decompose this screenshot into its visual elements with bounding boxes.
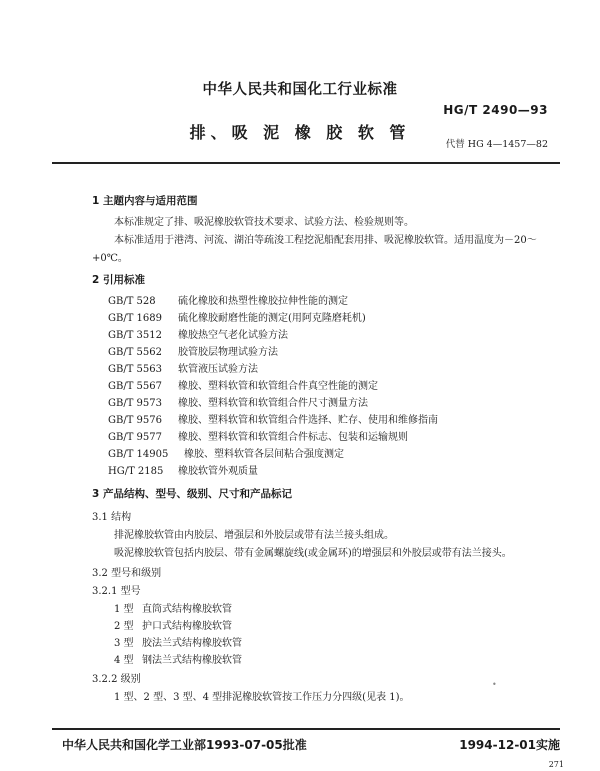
page-number: 271 — [548, 760, 564, 769]
reference-title: 橡胶、塑料软管各层间粘合强度测定 — [184, 449, 344, 460]
reference-title: 橡胶、塑料软管和软管组合件尺寸测量方法 — [178, 398, 368, 409]
type-item — [114, 617, 232, 632]
subsection-paragraph: 吸泥橡胶软管包括内胶层、带有金属螺旋线(或金属环)的增强层和外胶层或带有法兰接头。 — [114, 548, 512, 559]
type-description: 护口式结构橡胶软管 — [142, 621, 232, 632]
section-1-paragraph: +0℃。 — [92, 253, 128, 264]
type-number: 1 型 — [114, 604, 134, 615]
subsection-paragraph: 1 型、2 型、3 型、4 型排泥橡胶软管按工作压力分四级(见表 1)。 — [114, 692, 410, 703]
top-divider — [52, 162, 560, 164]
reference-code: GB/T 3512 — [108, 330, 163, 341]
reference-item — [108, 343, 278, 358]
subsection-3-2-heading: 3.2 型号和级别 — [92, 568, 162, 579]
reference-title: 橡胶、塑料软管和软管组合件标志、包装和运输规则 — [178, 432, 408, 443]
reference-title: 橡胶、塑料软管和软管组合件选择、贮存、使用和维修指南 — [178, 415, 438, 426]
type-item — [114, 600, 232, 615]
replaces-note: 代替 HG 4—1457—82 — [445, 139, 548, 150]
section-3-heading: 3 产品结构、型号、级别、尺寸和产品标记 — [92, 488, 292, 500]
reference-title: 橡胶热空气老化试验方法 — [178, 330, 288, 341]
approval-note: 中华人民共和国化学工业部1993-07-05批准 — [62, 738, 307, 752]
reference-item — [108, 292, 348, 307]
reference-code: GB/T 5562 — [108, 347, 163, 358]
reference-code: HG/T 2185 — [108, 466, 164, 477]
subsection-3-2-1-heading: 3.2.1 型号 — [92, 586, 141, 597]
header-title: 中华人民共和国化工行业标准 — [202, 82, 398, 98]
reference-title: 橡胶、塑料软管和软管组合件真空性能的测定 — [178, 381, 378, 392]
reference-item — [108, 394, 368, 409]
reference-title: 硫化橡胶耐磨性能的测定(用阿克隆磨耗机) — [178, 313, 366, 324]
reference-code: GB/T 14905 — [108, 449, 169, 460]
section-1-paragraph: 本标准规定了排、吸泥橡胶软管技术要求、试验方法、检验规则等。 — [114, 217, 414, 228]
reference-title: 胶管胶层物理试验方法 — [178, 347, 278, 358]
reference-item — [108, 326, 288, 341]
type-number: 4 型 — [114, 655, 134, 666]
type-description: 胶法兰式结构橡胶软管 — [142, 638, 242, 649]
section-1-heading: 1 主题内容与适用范围 — [92, 195, 198, 207]
reference-code: GB/T 5567 — [108, 381, 163, 392]
type-item — [114, 651, 242, 666]
reference-code: GB/T 9576 — [108, 415, 163, 426]
subsection-paragraph: 排泥橡胶软管由内胶层、增强层和外胶层或带有法兰接头组成。 — [114, 530, 394, 541]
reference-item — [108, 428, 408, 443]
reference-item — [108, 445, 344, 460]
reference-code: GB/T 528 — [108, 296, 156, 307]
reference-item — [108, 462, 258, 477]
section-2-heading: 2 引用标准 — [92, 274, 145, 286]
reference-code: GB/T 1689 — [108, 313, 163, 324]
type-number: 3 型 — [114, 638, 134, 649]
reference-code: GB/T 9573 — [108, 398, 163, 409]
reference-item — [108, 360, 258, 375]
reference-title: 软管液压试验方法 — [178, 364, 258, 375]
document-title: 排、吸 泥 橡 胶 软 管 — [189, 123, 411, 142]
type-item — [114, 634, 242, 649]
type-description: 钢法兰式结构橡胶软管 — [142, 655, 242, 666]
section-1-paragraph: 本标准适用于港湾、河流、湖泊等疏浚工程挖泥船配套用排、吸泥橡胶软管。适用温度为－20～ — [114, 235, 537, 246]
scan-mark: • — [492, 680, 497, 689]
implementation-date: 1994-12-01实施 — [459, 738, 560, 752]
subsection-3-1-heading: 3.1 结构 — [92, 512, 132, 523]
type-number: 2 型 — [114, 621, 134, 632]
reference-title: 硫化橡胶和热塑性橡胶拉伸性能的测定 — [178, 296, 348, 307]
type-description: 直筒式结构橡胶软管 — [142, 604, 232, 615]
standard-number: HG/T 2490—93 — [443, 103, 548, 117]
reference-item — [108, 377, 378, 392]
reference-code: GB/T 5563 — [108, 364, 163, 375]
reference-code: GB/T 9577 — [108, 432, 163, 443]
reference-item — [108, 411, 438, 426]
reference-title: 橡胶软管外观质量 — [178, 466, 258, 477]
bottom-divider — [52, 728, 560, 730]
reference-item — [108, 309, 366, 324]
subsection-3-2-2-heading: 3.2.2 级别 — [92, 674, 141, 685]
